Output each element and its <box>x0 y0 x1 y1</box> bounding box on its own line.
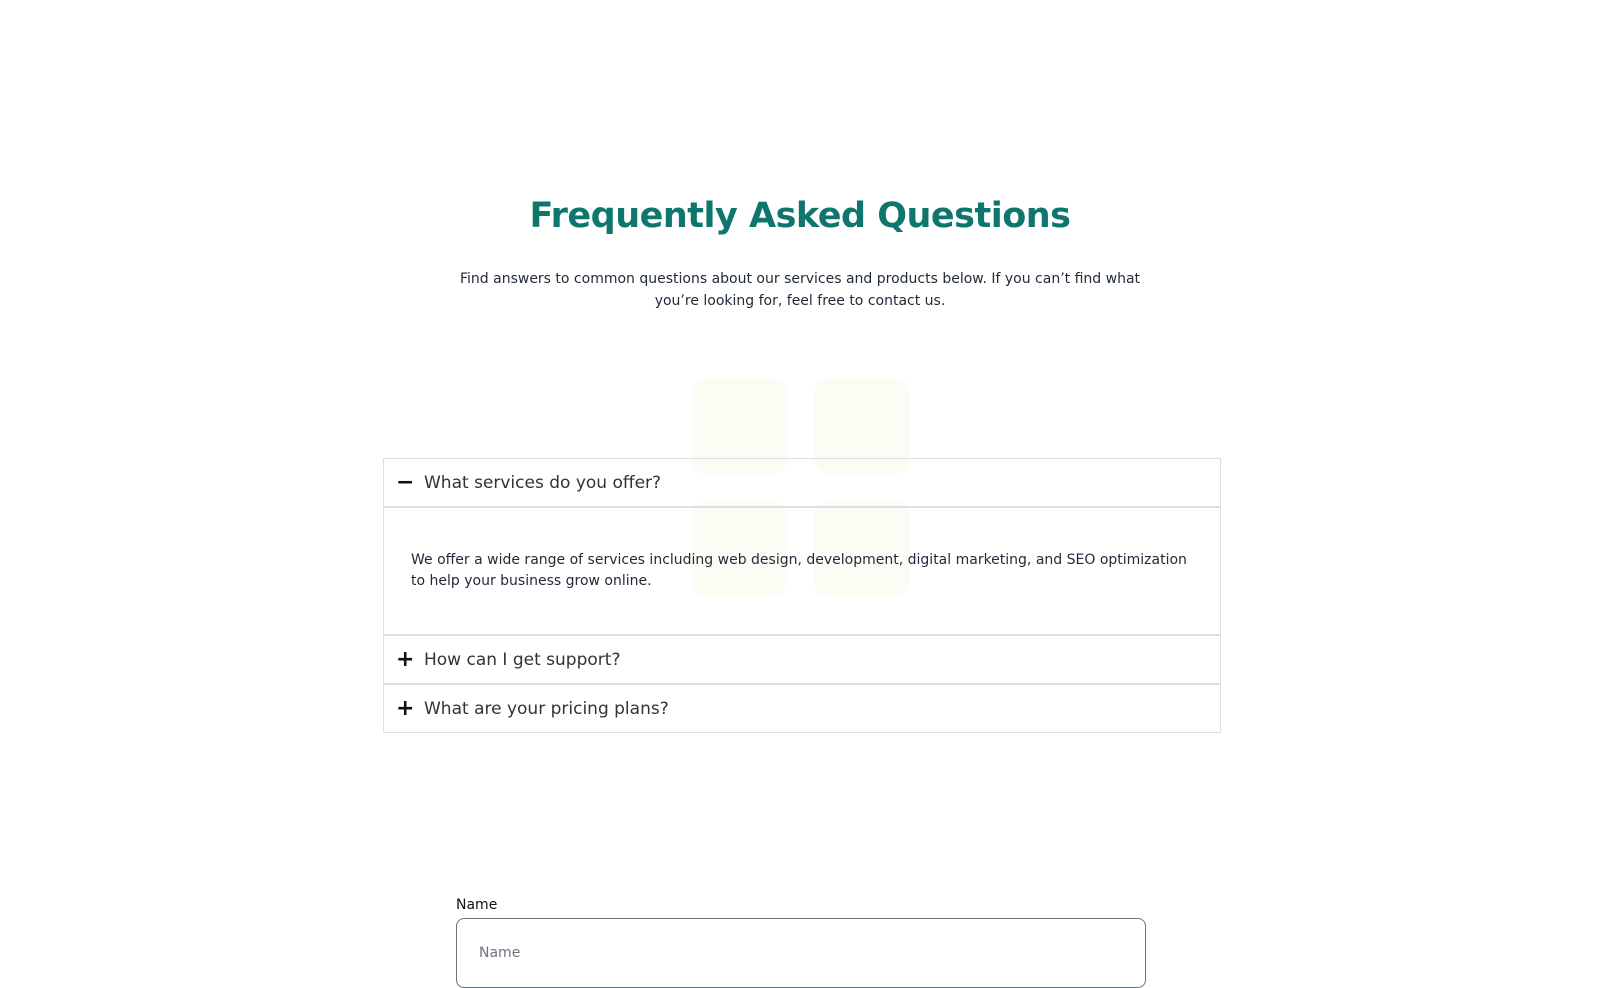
page-title: Frequently Asked Questions <box>529 196 1071 236</box>
faq-item <box>384 459 1220 636</box>
plus-icon: + <box>396 695 415 721</box>
faq-answer-text: We offer a wide range of services including web design, development, digital marketing, and SEO optimization to help your business grow online. <box>411 552 1187 589</box>
faq-answer <box>384 506 1220 634</box>
minus-icon: − <box>396 469 415 495</box>
page-subtitle: Find answers to common questions about our services and products below. If you can’t find what you’re looking for, feel free to contact us. <box>459 271 1141 309</box>
faq-question-toggle[interactable] <box>384 685 1220 732</box>
faq-question-toggle[interactable] <box>384 459 1220 506</box>
faq-question: What are your pricing plans? <box>424 698 669 719</box>
faq-accordion <box>383 458 1221 733</box>
faq-item <box>384 636 1220 685</box>
faq-question-toggle[interactable] <box>384 636 1220 683</box>
faq-item <box>384 685 1220 732</box>
name-label: Name <box>456 897 498 913</box>
plus-icon: + <box>396 646 415 672</box>
faq-question: What services do you offer? <box>424 472 662 493</box>
faq-question: How can I get support? <box>424 649 621 670</box>
